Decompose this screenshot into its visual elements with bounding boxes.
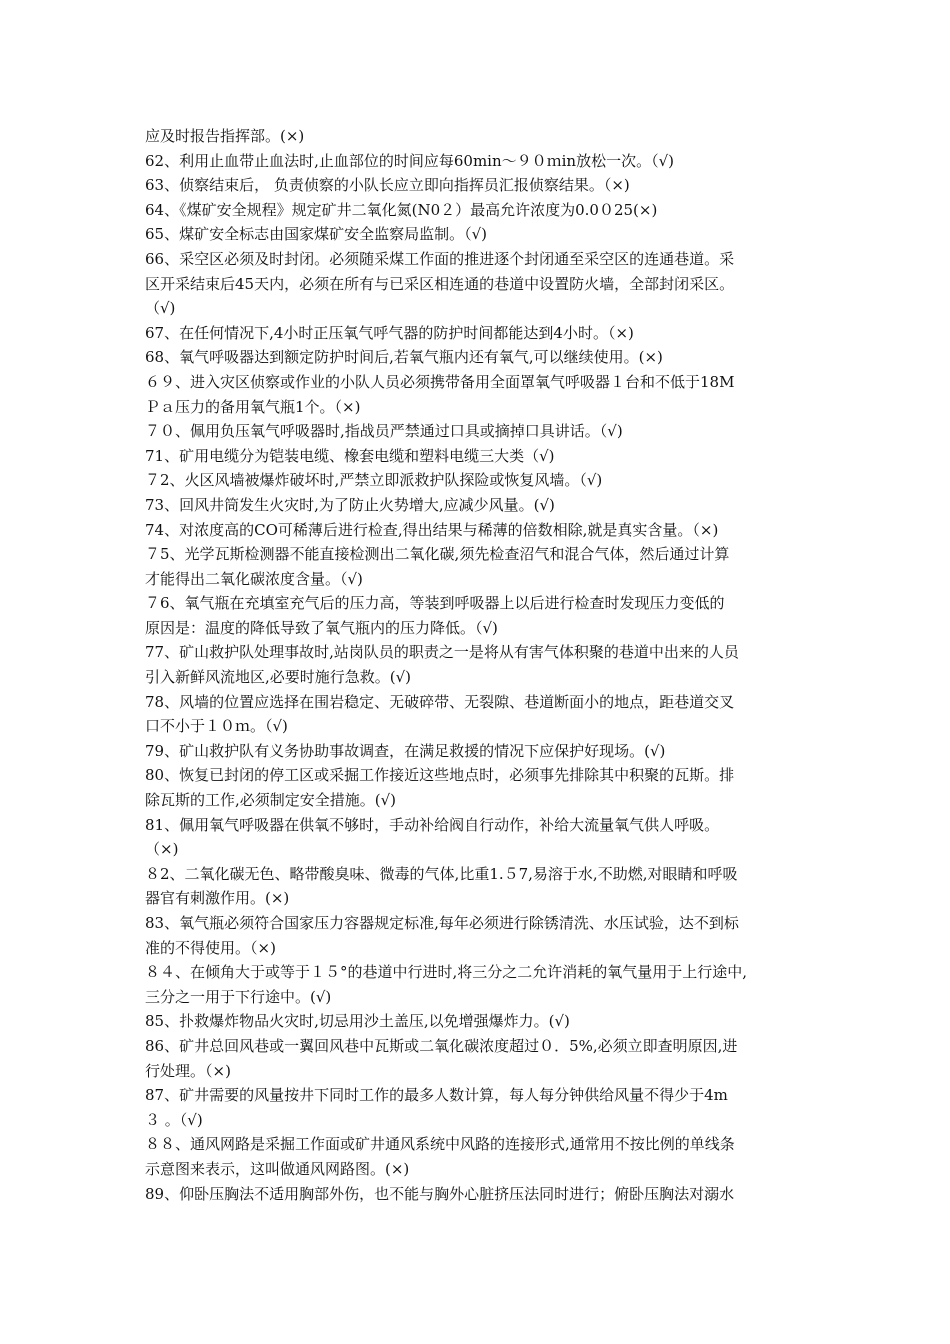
text-line: 64、《煤矿安全规程》规定矿井二氧化氮(N0２）最高允许浓度为0.0０25(×) [145,200,658,219]
text-line: 62、利用止血带止血法时,止血部位的时间应每60min～９０ｍin放松一次。（√) [145,151,674,170]
text-line: 除瓦斯的工作,必须制定安全措施。(√) [145,791,397,810]
text-line: 89、仰卧压胸法不适用胸部外伤，也不能与胸外心脏挤压法同时进行；俯卧压胸法对溺水 [145,1184,735,1203]
text-line: 原因是：温度的降低导致了氧气瓶内的压力降低。（√) [145,618,498,637]
text-line: 66、采空区必须及时封闭。必须随采煤工作面的推进逐个封闭通至采空区的连通巷道。采 [145,249,735,268]
text-line: 78、风墙的位置应选择在围岩稳定、无破碎带、无裂隙、巷道断面小的地点，距巷道交叉 [145,692,735,711]
question-list [145,124,817,1206]
text-line: 引入新鲜风流地区,必要时施行急救。(√) [145,668,412,687]
text-line: 67、在任何情况下,4小时正压氧气呼气器的防护时间都能达到4小时。（×) [145,323,634,342]
text-line: 示意图来表示，这叫做通风网路图。(×) [145,1159,410,1178]
text-line: ８８、通风网路是采掘工作面或矿井通风系统中风路的连接形式,通常用不按比例的单线条 [145,1135,735,1154]
text-line: Ｐａ压力的备用氧气瓶1个。（×) [145,397,361,416]
text-line: 68、氧气呼吸器达到额定防护时间后,若氧气瓶内还有氧气,可以继续使用。(×) [145,348,663,367]
text-line: 86、矿井总回风巷或一翼回风巷中瓦斯或二氧化碳浓度超过０．5%,必须立即查明原因,进 [145,1036,738,1055]
text-line: 83、氧气瓶必须符合国家压力容器规定标准,每年必须进行除锈清洗、水压试验，达不到标 [145,914,739,932]
text-line: 才能得出二氧化碳浓度含量。（√) [145,569,363,588]
text-line: 77、矿山救护队处理事故时,站岗队员的职责之一是将从有害气体积聚的巷道中出来的人员 [145,643,739,662]
text-line: ７5、光学瓦斯检测器不能直接检测出二氧化碳,须先检查沼气和混合气体，然后通过计算 [145,545,730,564]
text-line: 87、矿井需要的风量按井下同时工作的最多人数计算，每人每分钟供给风量不得少于4m [145,1086,728,1105]
text-line: 准的不得使用。（×) [145,938,276,957]
text-line: ６９、进入灾区侦察或作业的小队人员必须携带备用全面罩氧气呼吸器１台和不低于18M [145,372,735,391]
text-line: 应及时报告指挥部。(×) [145,127,305,145]
text-line: ７2、火区风墙被爆炸破坏时,严禁立即派救护队探险或恢复风墙。（√) [145,471,603,490]
text-line: 85、扑救爆炸物品火灾时,切忌用沙土盖压,以免增强爆炸力。(√) [145,1012,570,1031]
text-line: ８2、二氧化碳无色、略带酸臭味、微毒的气体,比重1.５7,易溶于水,不助燃,对眼睛和呼吸 [145,864,738,883]
text-line: ７０、佩用负压氧气呼吸器时,指战员严禁通过口具或摘掉口具讲话。（√) [145,422,623,441]
text-line: 65、煤矿安全标志由国家煤矿安全监察局监制。（√) [145,225,487,244]
text-line: 三分之一用于下行途中。(√) [145,987,332,1006]
text-line: ３ 。（√) [145,1110,203,1129]
text-line: 口不小于１０ｍ。（√) [145,717,288,736]
text-line: 81、佩用氧气呼吸器在供氧不够时，手动补给阀自行动作，补给大流量氧气供人呼吸。 [145,815,720,834]
text-line: ８４、在倾角大于或等于１５°的巷道中行进时,将三分之二允许消耗的氧气量用于上行途中, [145,963,748,982]
text-line: 74、对浓度高的CO可稀薄后进行检查,得出结果与稀薄的倍数相除,就是真实含量。（×) [145,520,719,539]
text-line: 80、恢复已封闭的停工区或采掘工作接近这些地点时，必须事先排除其中积聚的瓦斯。排 [145,766,735,785]
text-line: （×) [145,840,179,859]
text-line: ７6、氧气瓶在充填室充气后的压力高，等装到呼吸器上以后进行检查时发现压力变低的 [145,594,725,613]
text-line: 行处理。（×) [145,1061,231,1080]
text-line: 区开采结束后45天内，必须在所有与已采区相连通的巷道中设置防火墙，全部封闭采区。 [145,274,735,293]
text-line: 63、侦察结束后， 负责侦察的小队长应立即向指挥员汇报侦察结果。（×) [145,176,630,195]
text-line: 器官有刺激作用。(×) [145,889,290,908]
text-line: 71、矿用电缆分为铠装电缆、橡套电缆和塑料电缆三大类（√) [145,446,555,465]
text-line: （√) [145,299,176,318]
text-line: 79、矿山救护队有义务协助事故调查，在满足救援的情况下应保护好现场。(√) [145,741,666,760]
text-line: 73、回风井筒发生火灾时,为了防止火势增大,应减少风量。(√) [145,495,555,514]
